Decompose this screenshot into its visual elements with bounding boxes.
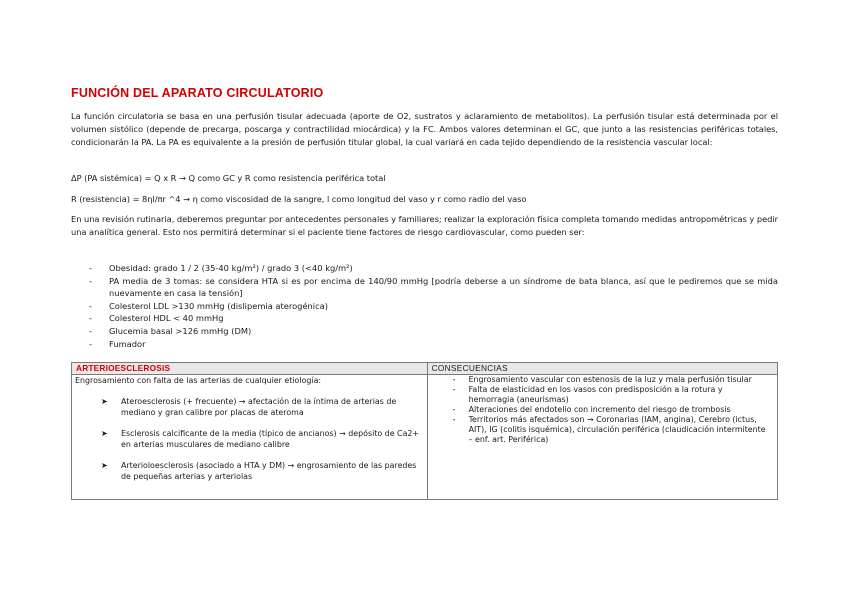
consequences-list bbox=[431, 375, 774, 445]
list-item bbox=[89, 262, 778, 275]
formula-resistance: R (resistencia) = 8ηl/πr ^4 → η como viscosidad de la sangre, l como longitud del vaso y r como radio del vaso bbox=[71, 194, 527, 204]
table-cell-left bbox=[72, 375, 428, 500]
list-item bbox=[431, 405, 774, 415]
dash-bullet-icon: - bbox=[89, 275, 92, 286]
list-item-text: Glucemia basal >126 mmHg (DM) bbox=[109, 325, 252, 336]
dash-bullet-icon: - bbox=[452, 415, 456, 424]
arrow-bullet-icon: ➤ bbox=[101, 429, 108, 438]
list-item bbox=[75, 460, 424, 482]
dash-bullet-icon: - bbox=[89, 300, 92, 311]
list-item bbox=[89, 300, 778, 313]
dash-bullet-icon: - bbox=[452, 375, 456, 384]
list-item bbox=[75, 396, 424, 418]
section-title: FUNCIÓN DEL APARATO CIRCULATORIO bbox=[71, 86, 324, 100]
list-item-text: Fumador bbox=[109, 338, 146, 349]
list-item bbox=[431, 385, 774, 405]
risk-factor-list bbox=[89, 262, 778, 350]
list-item-text: Alteraciones del endotelio con incremento del riesgo de trombosis bbox=[468, 405, 731, 414]
header-consequences: CONSECUENCIAS bbox=[431, 363, 508, 373]
list-item-text: Colesterol HDL < 40 mmHg bbox=[109, 313, 224, 324]
review-paragraph: En una revisión rutinaria, deberemos preguntar por antecedentes personales y familiares; realizar la exploración física completa tomando medidas antropométricas y pedir una analítica general. Esto nos permitirá determinar si el paciente tiene factores de riesgo cardiovascular, como pueden ser: bbox=[71, 214, 778, 237]
formula-pressure: ΔP (PA sistémica) = Q x R → Q como GC y R como resistencia periférica total bbox=[71, 173, 386, 183]
arteriosclerosis-table bbox=[71, 362, 778, 500]
list-item-text: PA media de 3 tomas: se considera HTA si es por encima de 140/90 mmHg [podría deberse a un síndrome de bata blanca, así que le pediremos que se mida nuevamente en casa la tensión] bbox=[109, 275, 778, 299]
header-arteriosclerosis: ARTERIOESCLEROSIS bbox=[76, 363, 171, 373]
table-header-row bbox=[72, 363, 778, 375]
dash-bullet-icon: - bbox=[89, 338, 92, 349]
list-item-text: Colesterol LDL >130 mmHg (dislipemia aterogénica) bbox=[109, 300, 328, 311]
dash-bullet-icon: - bbox=[89, 325, 92, 336]
list-item-text: Territorios más afectados son → Coronarias (IAM, angina), Cerebro (ictus, AIT), IG (colitis isquémica), circulación periférica (claudicación intermitente – enf. art. Periférica) bbox=[468, 415, 766, 444]
list-item bbox=[431, 415, 774, 445]
intro-paragraph: La función circulatoria se basa en una perfusión tisular adecuada (aporte de O2, sustratos y aclaramiento de metabolitos). La perfusión tisular está determinada por el volumen sistólico (depende de precarga, poscarga y contractilidad miocárdica) y la FC. Ambos valores determinan el GC, que junto a las resistencias periféricas totales, condicionarán la PA. La PA es equivalente a la presión de perfusión titular global, la cual variará en cada tejido dependiendo de la resistencia vascular local: bbox=[71, 111, 778, 147]
list-item-text: Ateroesclerosis (+ frecuente) → afectación de la íntima de arterias de mediano y gran calibre por placas de ateroma bbox=[121, 397, 397, 417]
list-item bbox=[89, 312, 778, 325]
dash-bullet-icon: - bbox=[89, 263, 92, 273]
dash-bullet-icon: - bbox=[452, 385, 456, 394]
table-cell-right bbox=[427, 375, 777, 500]
arteriosclerosis-types-list bbox=[75, 396, 424, 482]
list-item-text: Falta de elasticidad en los vasos con predisposición a la rotura y hemorragia (aneurismas) bbox=[468, 385, 723, 404]
list-item bbox=[75, 428, 424, 450]
table-header-cell bbox=[427, 363, 777, 375]
table-header-cell bbox=[72, 363, 428, 375]
table-row bbox=[72, 375, 778, 500]
arrow-bullet-icon: ➤ bbox=[101, 461, 108, 470]
list-item bbox=[89, 338, 778, 351]
list-item-text: Arterioloesclerosis (asociado a HTA y DM) → engrosamiento de las paredes de pequeñas arterias y arteriolas bbox=[121, 461, 417, 481]
list-item-text: Obesidad: grado 1 / 2 (35-40 kg/m²) / grado 3 (<40 kg/m²) bbox=[109, 263, 353, 273]
list-item-text: Esclerosis calcificante de la media (típico de ancianos) → depósito de Ca2+ en arterias musculares de mediano calibre bbox=[121, 429, 420, 449]
arrow-bullet-icon: ➤ bbox=[101, 397, 108, 406]
list-item-text: Engrosamiento vascular con estenosis de la luz y mala perfusión tisular bbox=[468, 375, 752, 384]
list-item bbox=[89, 275, 778, 300]
dash-bullet-icon: - bbox=[452, 405, 456, 414]
dash-bullet-icon: - bbox=[89, 313, 92, 324]
list-item bbox=[431, 375, 774, 385]
left-intro: Engrosamiento con falta de las arterias de cualquier etiología: bbox=[75, 376, 322, 385]
list-item bbox=[89, 325, 778, 338]
